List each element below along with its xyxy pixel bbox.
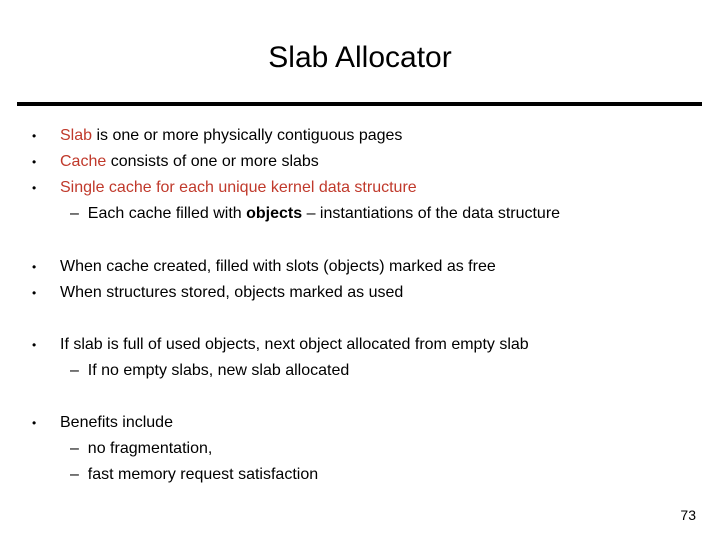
dash-icon: – [70,362,79,379]
bullet-row-slab [0,123,720,149]
sub-text: no fragmentation, [87,440,213,457]
bullet-text: When structures stored, objects marked as used [60,284,404,301]
sub-post: – instantiations of the data structure [302,205,561,222]
bullet-icon: • [32,416,37,430]
bullet-text: Benefits include [60,414,173,431]
bullet-icon: • [32,260,37,274]
dash-icon: – [70,440,79,457]
slide-title: Slab Allocator [268,41,452,74]
bullet-text [60,123,402,149]
dash-icon: – [70,466,79,483]
dash-icon: – [70,205,79,222]
term-objects: objects [246,205,303,222]
sub-text: If no empty slabs, new slab allocated [87,362,350,379]
sub-bullet-text [70,436,212,462]
sub-text: fast memory request satisfaction [87,466,319,483]
sub-bullet-row-fast-memory [0,462,720,488]
term-slab: Slab [60,127,93,144]
bullet-icon: • [32,338,37,352]
bullet-text [60,149,319,175]
bullet-icon: • [32,181,37,195]
bullet-text: If slab is full of used objects, next object allocated from empty slab [60,336,529,353]
sub-bullet-row-objects [0,201,720,227]
title-divider [17,102,702,106]
bullet-icon: • [32,286,37,300]
bullet-icon: • [32,129,37,143]
sub-pre: Each cache filled with [87,205,247,222]
bullet-row-structures-stored [0,280,720,306]
bullet-text: When cache created, filled with slots (objects) marked as free [60,258,496,275]
sub-bullet-text [70,201,560,227]
sub-bullet-row-no-fragmentation [0,436,720,462]
bullet-row-single-cache [0,175,720,201]
bullet-row-slab-full [0,332,720,358]
sub-bullet-row-no-empty [0,358,720,384]
bullet-row-cache [0,149,720,175]
bullet-rest: is one or more physically contiguous pages [92,127,403,144]
bullet-row-cache-created [0,254,720,280]
sub-bullet-text [70,358,349,384]
bullet-rest: consists of one or more slabs [106,153,319,170]
bullet-icon: • [32,155,37,169]
bullet-text: Single cache for each unique kernel data structure [60,179,417,196]
sub-bullet-text [70,462,318,488]
page-number: 73 [680,507,696,523]
bullet-row-benefits [0,410,720,436]
term-cache: Cache [60,153,107,170]
